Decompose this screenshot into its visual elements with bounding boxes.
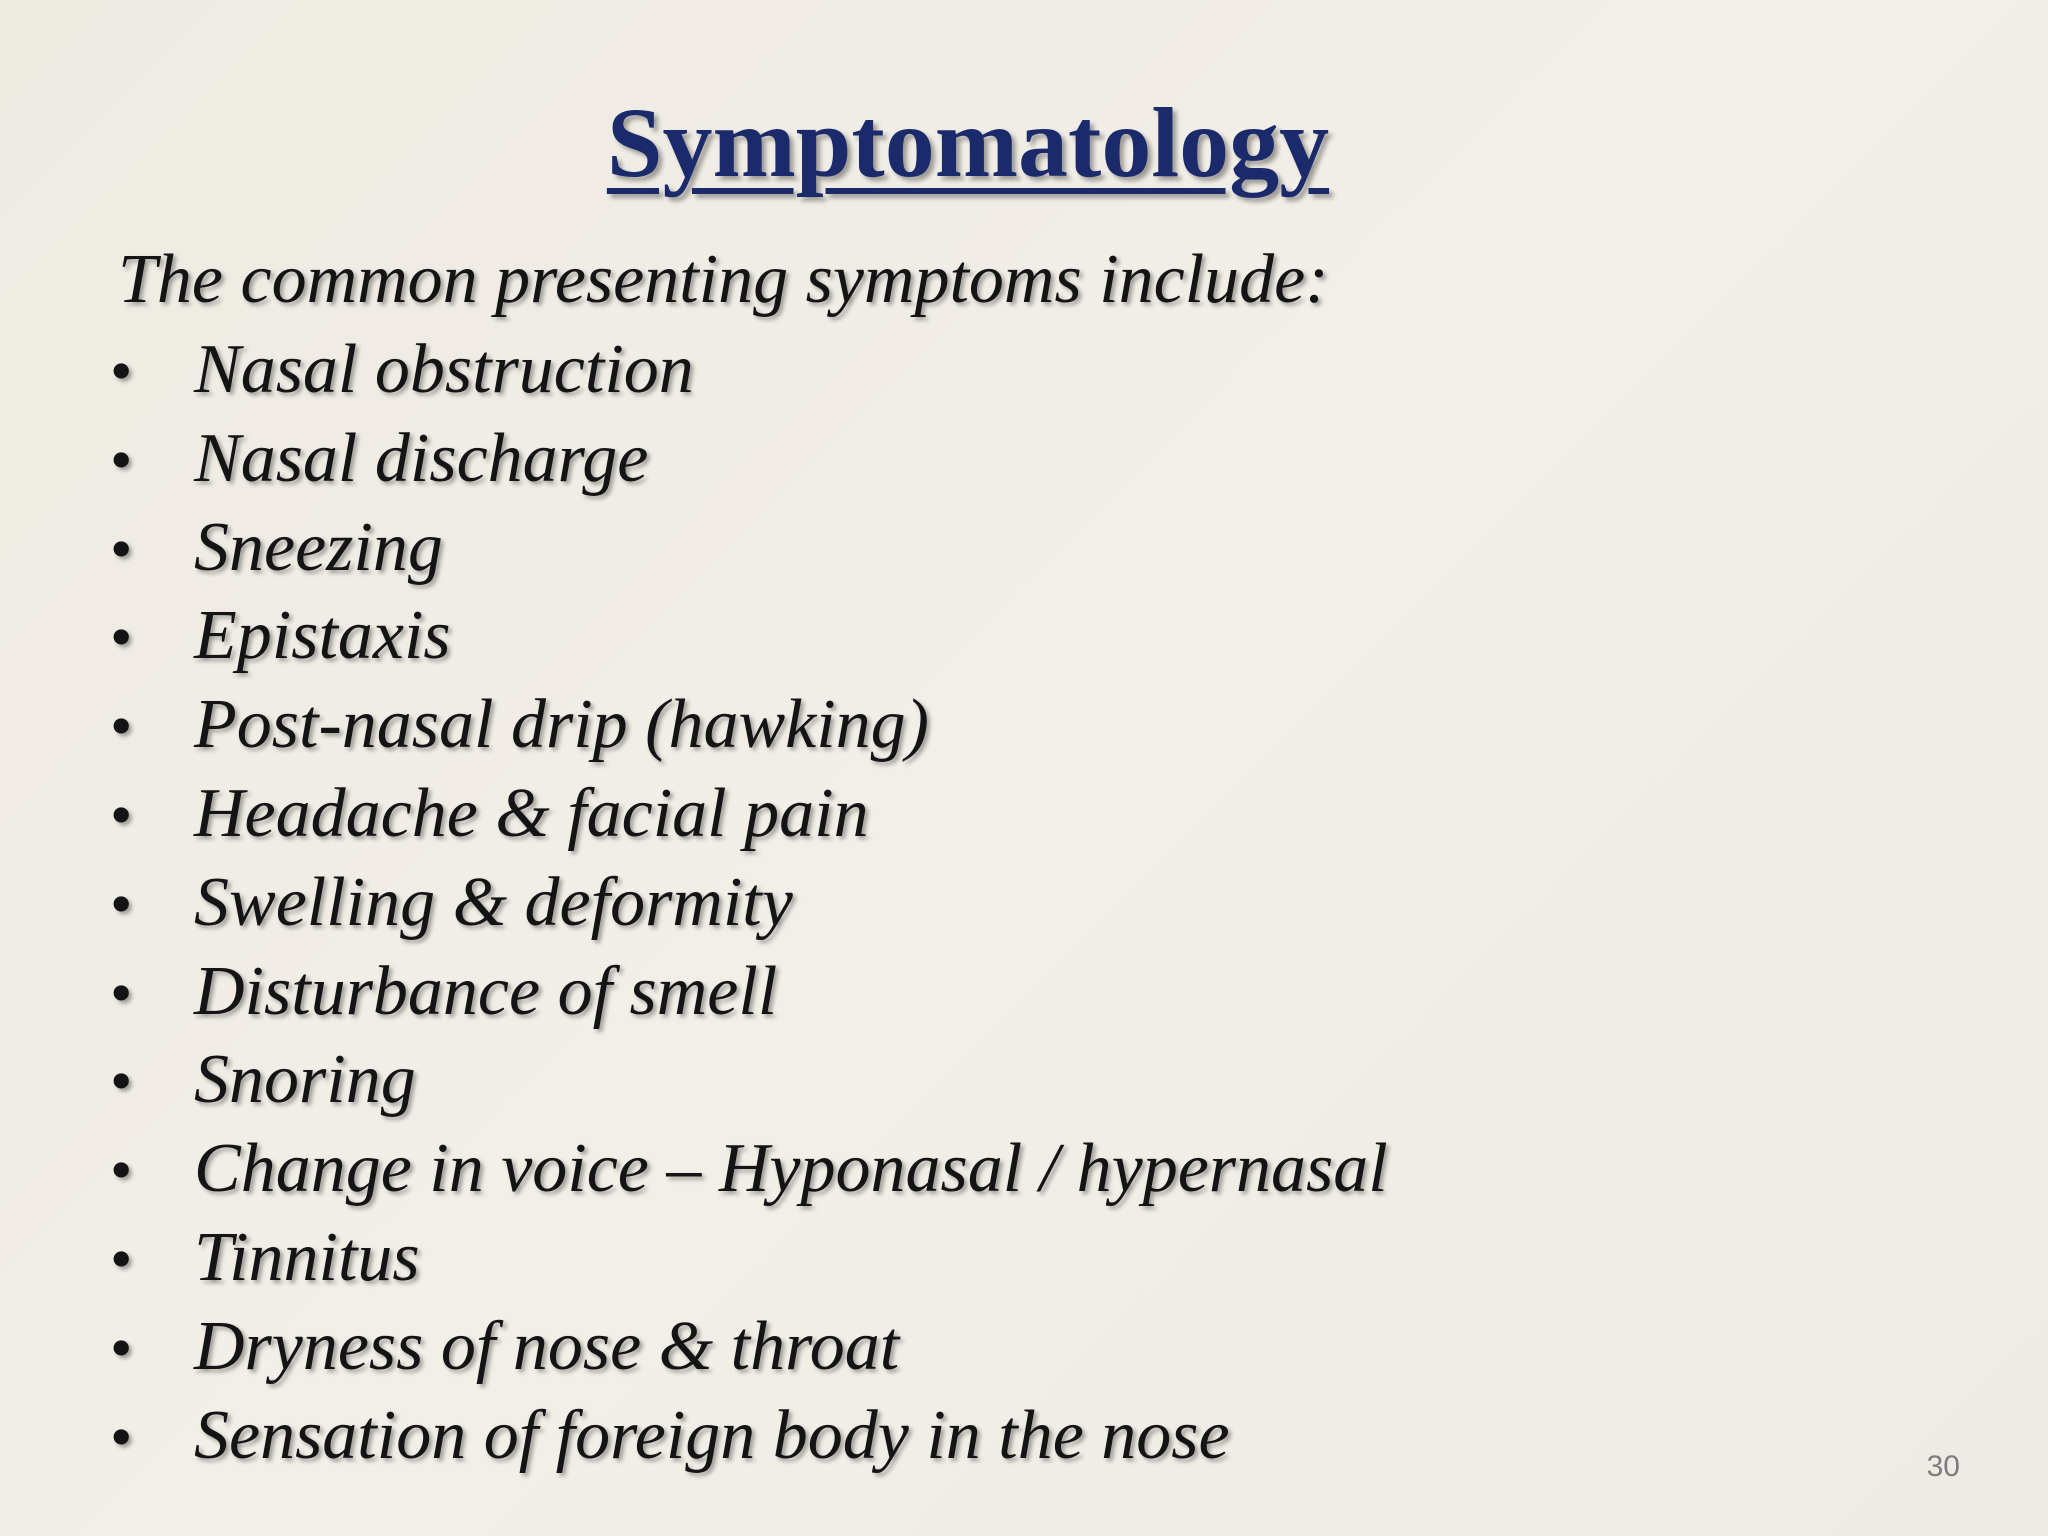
- symptom-text: Swelling & deformity: [194, 863, 793, 941]
- symptom-text: Change in voice – Hyponasal / hypernasal: [194, 1130, 1388, 1208]
- list-item: [110, 1036, 1388, 1125]
- list-item: [110, 1303, 1388, 1392]
- list-item: [110, 948, 1388, 1037]
- symptom-text: Snoring: [194, 1041, 416, 1119]
- bullet-icon: •: [110, 956, 133, 1028]
- bullet-icon: •: [110, 1134, 133, 1206]
- bullet-icon: •: [110, 335, 133, 406]
- list-item: [110, 1392, 1388, 1481]
- list-item: [110, 326, 1388, 415]
- intro-text: The common presenting symptoms include:: [118, 241, 1329, 318]
- symptom-text: Post-nasal drip (hawking): [194, 686, 929, 764]
- bullet-icon: •: [110, 690, 133, 762]
- bullet-icon: •: [110, 601, 133, 673]
- bullet-icon: •: [110, 1045, 133, 1117]
- list-item: [110, 592, 1388, 681]
- list-item: [110, 770, 1388, 859]
- list-item: [110, 681, 1388, 770]
- list-item: [110, 1125, 1388, 1214]
- bullet-icon: •: [110, 512, 133, 584]
- list-item: [110, 859, 1388, 948]
- symptom-list: [110, 326, 1388, 1480]
- symptom-text: Nasal obstruction: [194, 331, 694, 408]
- symptom-text: Sensation of foreign body in the nose: [194, 1396, 1230, 1474]
- symptom-text: Nasal discharge: [194, 419, 649, 497]
- symptom-text: Headache & facial pain: [194, 774, 869, 852]
- symptom-text: Epistaxis: [194, 597, 451, 675]
- page-number: 30: [1926, 1450, 1960, 1483]
- symptom-text: Disturbance of smell: [194, 952, 778, 1030]
- bullet-icon: •: [110, 423, 133, 495]
- list-item: [110, 415, 1388, 504]
- bullet-icon: •: [110, 1222, 133, 1294]
- symptom-text: Dryness of nose & throat: [194, 1307, 900, 1385]
- slide-title: Symptomatology: [606, 87, 1330, 198]
- bullet-icon: •: [110, 1311, 133, 1383]
- bullet-icon: •: [110, 1400, 133, 1472]
- symptom-text: Sneezing: [194, 508, 443, 586]
- list-item: [110, 504, 1388, 593]
- list-item: [110, 1214, 1388, 1303]
- symptom-text: Tinnitus: [194, 1218, 420, 1296]
- bullet-icon: •: [110, 867, 133, 939]
- bullet-icon: •: [110, 778, 133, 850]
